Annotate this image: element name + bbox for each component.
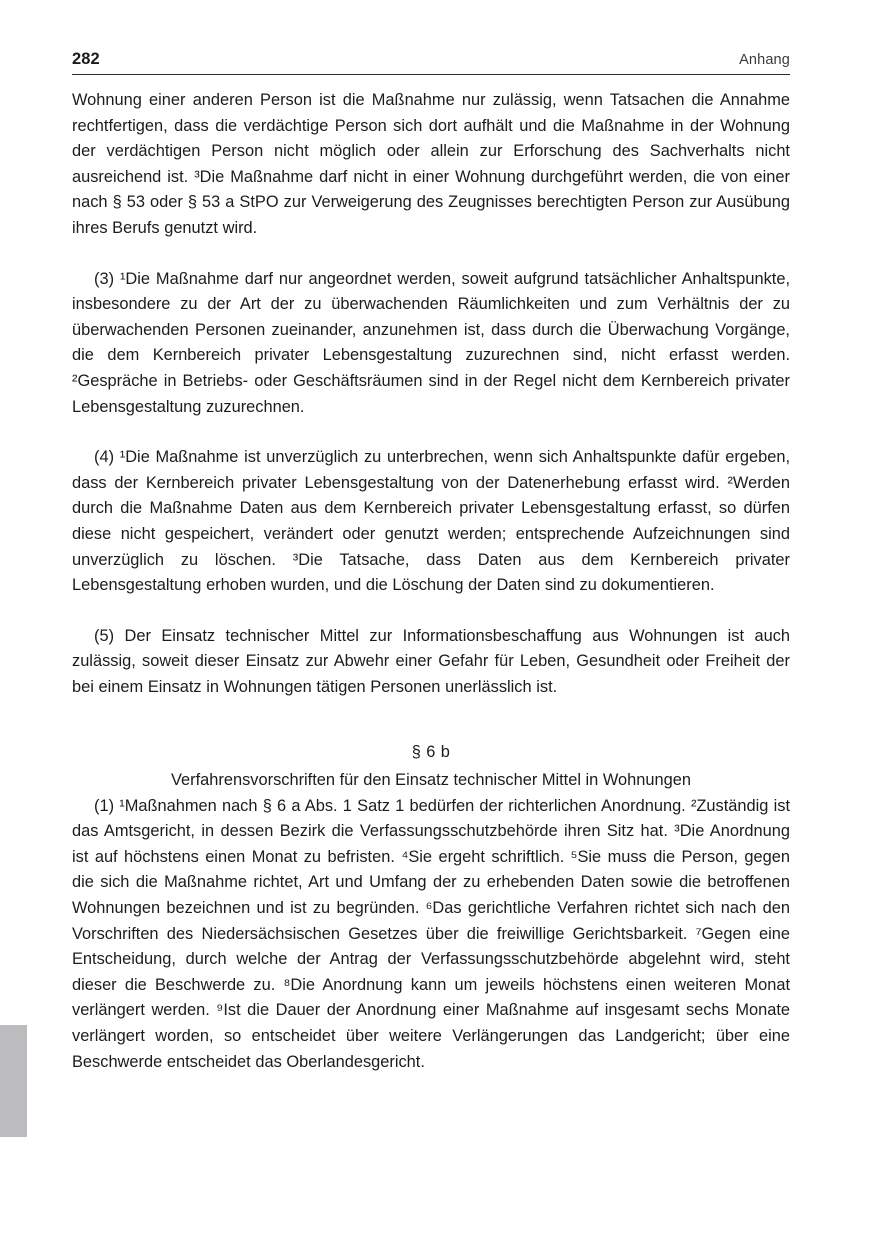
thumb-index-tab: [0, 1025, 27, 1137]
paragraph-4-number: (4): [94, 448, 115, 467]
paragraph-3-number: (3): [94, 269, 115, 288]
paragraph-4-text: ¹Die Maßnahme ist unverzüglich zu unterbrechen, wenn sich Anhaltspunkte dafür ergeben, dass der Kernbereich privater Lebensgestaltung von der Datenerhebung erfasst wird. ²Werden durch die Maßnahme Daten aus dem Kernbereich privater Lebensgestaltung erfasst, so dürfen diese nicht gespeichert, verändert oder genutzt werden; entsprechende Aufzeichnungen sind unverzüglich zu löschen. ³Die Tatsache, dass Daten aus dem Kernbereich privater Lebensgestaltung erhoben wurden, und die Löschung der Daten sind zu dokumentieren.: [72, 448, 791, 595]
section-heading: [72, 740, 790, 793]
paragraph-6b-1: [72, 794, 790, 1076]
paragraph-4: [72, 445, 790, 599]
section-title: Verfahrensvorschriften für den Einsatz technischer Mittel in Wohnungen: [171, 771, 691, 790]
paragraph-3: [72, 267, 790, 421]
paragraph-5-text: Der Einsatz technischer Mittel zur Informationsbeschaffung aus Wohnungen ist auch zulässig, soweit dieser Einsatz zur Abwehr einer Gefahr für Leben, Gesundheit oder Freiheit der bei einem Einsatz in Wohnungen tätigen Personen unerlässlich ist.: [72, 626, 791, 696]
paragraph-6b-1-number: (1): [94, 796, 115, 815]
page-number: 282: [72, 50, 100, 68]
paragraph-3-text: ¹Die Maßnahme darf nur angeordnet werden, soweit aufgrund tatsächlicher Anhaltspunkte, insbesondere zu der Art der zu überwachenden Räumlichkeiten und zum Verhältnis der zu überwachenden Personen zueinander, anzunehmen ist, dass durch die Überwachung Vorgänge, die dem Kernbereich privater Lebensgestaltung zuzurechnen sind, nicht erfasst werden. ²Gespräche in Betriebs- oder Geschäftsräumen sind in der Regel nicht dem Kernbereich privater Lebensgestaltung zuzurechnen.: [72, 269, 791, 416]
section-number: § 6 b: [411, 743, 451, 762]
paragraph-5: [72, 624, 790, 701]
running-head-title: Anhang: [739, 52, 790, 68]
text-column: [72, 88, 790, 1075]
paragraph-5-number: (5): [94, 626, 115, 645]
running-head: [72, 50, 790, 75]
paragraph-6b-1-text: ¹Maßnahmen nach § 6 a Abs. 1 Satz 1 bedürfen der richterlichen Anordnung. ²Zuständig ist das Amtsgericht, in dessen Bezirk die Verfassungsschutzbehörde ihren Sitz hat. ³Die Anordnung ist auf höchstens einen Monat zu befristen. ⁴Sie ergeht schriftlich. ⁵Sie muss die Person, gegen die sich die Maßnahme richtet, Art und Umfang der zu erhebenden Daten sowie die betroffenen Wohnungen bezeichnen und ist zu begründen. ⁶Das gerichtliche Verfahren richtet sich nach den Vorschriften des Niedersächsischen Gesetzes über die freiwillige Gerichtsbarkeit. ⁷Gegen eine Entscheidung, durch welche der Antrag der Verfassungsschutzbehörde abgelehnt wird, steht dieser die Beschwerde zu. ⁸Die Anordnung kann um jeweils höchstens einen weiteren Monat verlängert werden. ⁹Ist die Dauer der Anordnung einer Maßnahme auf insgesamt sechs Monate verlängert worden, so entscheidet über weitere Verlängerungen das Landgericht; über eine Beschwerde entscheidet das Oberlandesgericht.: [72, 796, 791, 1071]
paragraph-continued: Wohnung einer anderen Person ist die Maßnahme nur zulässig, wenn Tatsachen die Annahme rechtfertigen, dass die verdächtige Person sich dort aufhält und die Maßnahme in der Wohnung der verdächtigen Person nicht möglich oder allein zur Erforschung des Sachverhalts nicht ausreichend ist. ³Die Maßnahme darf nicht in einer Wohnung durchgeführt werden, die von einer nach § 53 oder § 53 a StPO zur Verweigerung des Zeugnisses berechtigten Person zur Ausübung ihres Berufs genutzt wird.: [72, 91, 790, 237]
